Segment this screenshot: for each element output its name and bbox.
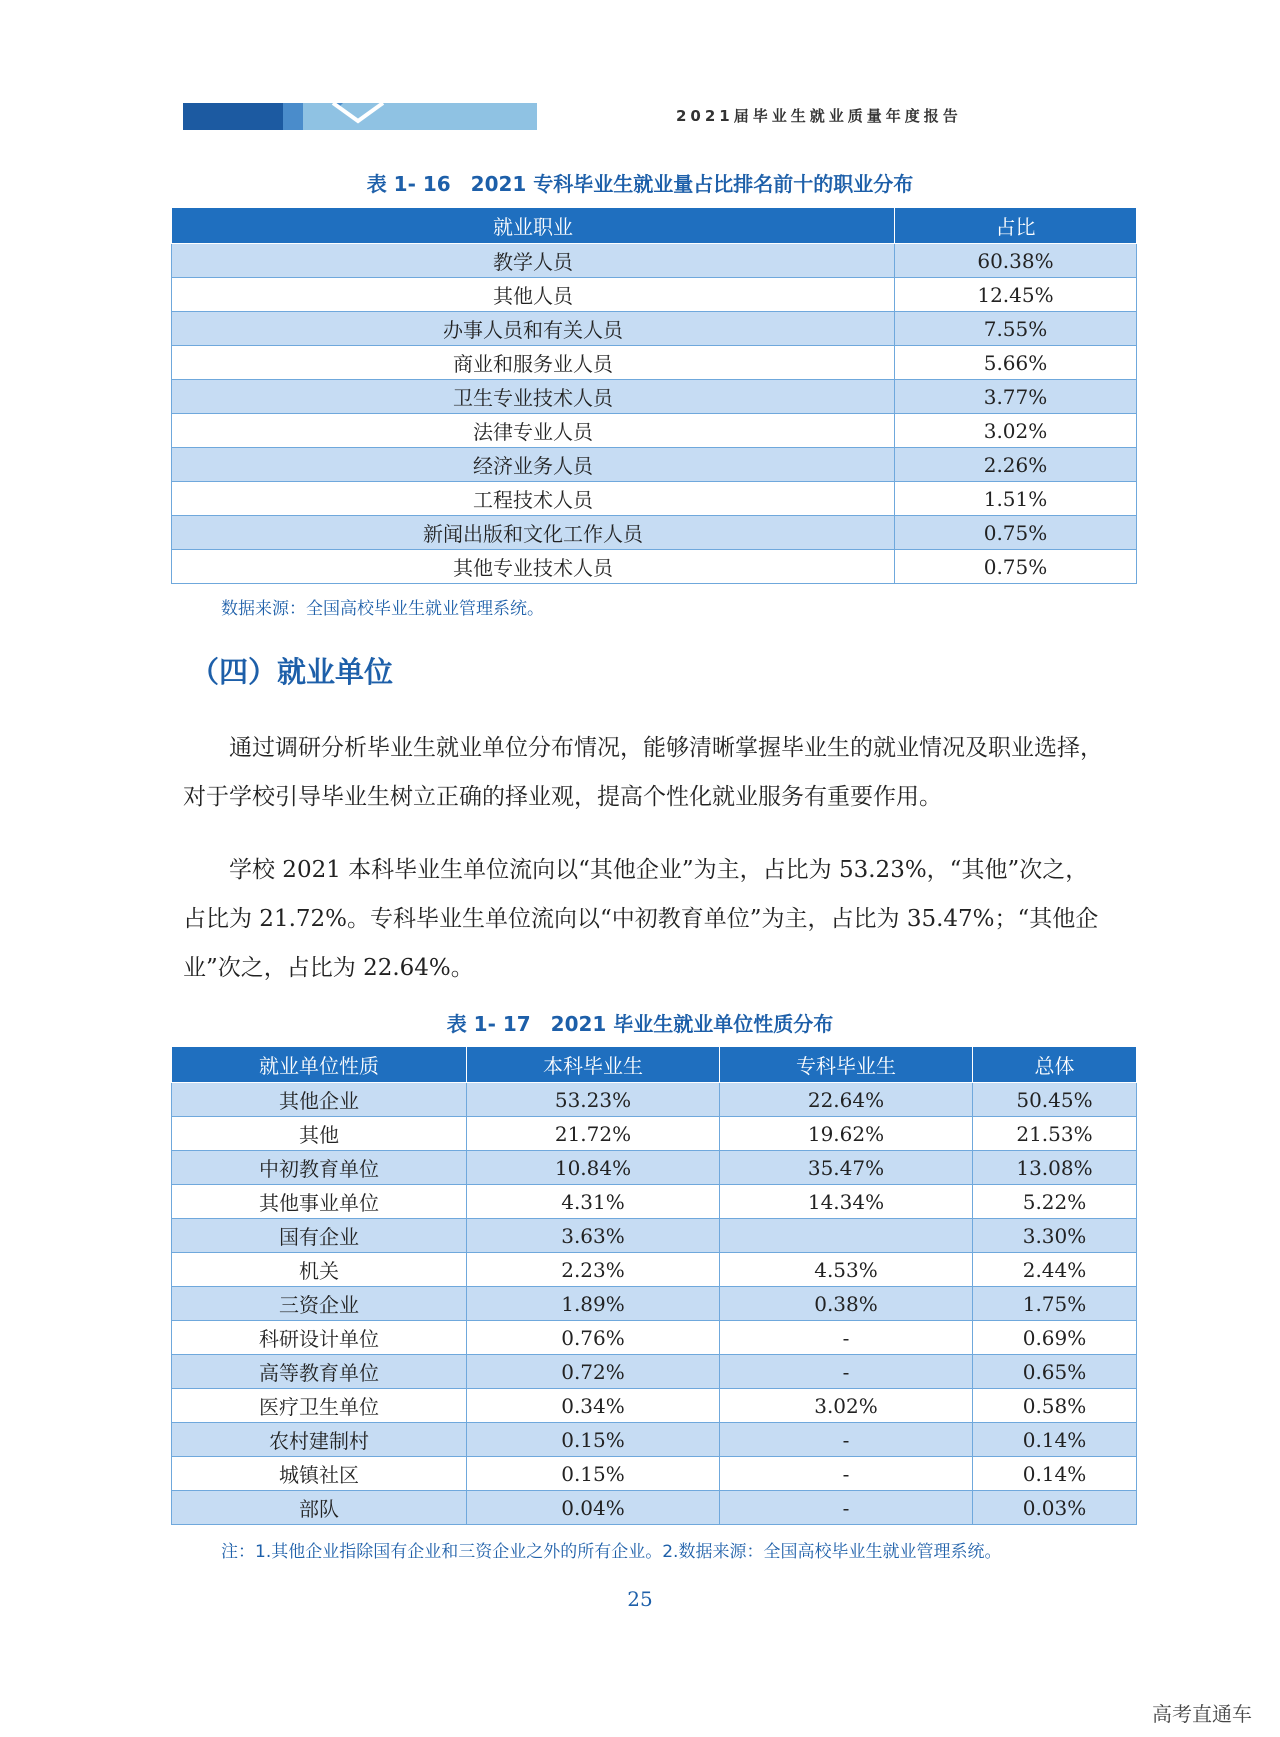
column-header-share: 占比 xyxy=(895,208,1137,244)
section-heading: （四）就业单位 xyxy=(190,655,394,689)
employer-type-table xyxy=(171,1046,1137,1525)
table-cell: 0.15% xyxy=(467,1423,720,1457)
table-cell: 0.04% xyxy=(467,1491,720,1525)
column-header-employer-type: 就业单位性质 xyxy=(172,1047,467,1083)
table-cell: 办事人员和有关人员 xyxy=(172,312,895,346)
header-banner xyxy=(183,103,537,130)
table-row xyxy=(172,482,1137,516)
table-row xyxy=(172,1253,1137,1287)
table-row xyxy=(172,244,1137,278)
table-cell: 35.47% xyxy=(720,1151,973,1185)
table-cell: 0.58% xyxy=(973,1389,1137,1423)
table2-caption: 表 1- 17 2021 毕业生就业单位性质分布 xyxy=(446,1012,834,1036)
table-cell: 工程技术人员 xyxy=(172,482,895,516)
table-cell: - xyxy=(720,1321,973,1355)
table-cell: 0.14% xyxy=(973,1457,1137,1491)
table-cell: 其他事业单位 xyxy=(172,1185,467,1219)
column-header-undergraduate: 本科毕业生 xyxy=(467,1047,720,1083)
table-cell: 三资企业 xyxy=(172,1287,467,1321)
table-cell: 1.89% xyxy=(467,1287,720,1321)
table-cell: 3.30% xyxy=(973,1219,1137,1253)
table-cell: 3.63% xyxy=(467,1219,720,1253)
table1-source-note: 数据来源：全国高校毕业生就业管理系统。 xyxy=(221,599,544,619)
table-cell: 13.08% xyxy=(973,1151,1137,1185)
column-header-occupation: 就业职业 xyxy=(172,208,895,244)
table-cell: 0.14% xyxy=(973,1423,1137,1457)
table-cell: 医疗卫生单位 xyxy=(172,1389,467,1423)
table-row xyxy=(172,278,1137,312)
column-header-overall: 总体 xyxy=(973,1047,1137,1083)
table-row xyxy=(172,414,1137,448)
table1-caption: 表 1- 16 2021 专科毕业生就业量占比排名前十的职业分布 xyxy=(366,172,914,196)
table-cell: 0.03% xyxy=(973,1491,1137,1525)
table-row xyxy=(172,1151,1137,1185)
table-cell: 10.84% xyxy=(467,1151,720,1185)
table-cell: 21.72% xyxy=(467,1117,720,1151)
table2-note: 注：1.其他企业指除国有企业和三资企业之外的所有企业。2.数据来源：全国高校毕业生就业管理系统。 xyxy=(221,1542,1002,1562)
table-cell: 19.62% xyxy=(720,1117,973,1151)
table-cell: 0.69% xyxy=(973,1321,1137,1355)
table-cell: 0.15% xyxy=(467,1457,720,1491)
table-cell: 5.22% xyxy=(973,1185,1137,1219)
table-cell: 法律专业人员 xyxy=(172,414,895,448)
table-cell: 53.23% xyxy=(467,1083,720,1117)
table-cell: - xyxy=(720,1491,973,1525)
table-row xyxy=(172,1457,1137,1491)
table-cell: 2.44% xyxy=(973,1253,1137,1287)
table-cell: 其他专业技术人员 xyxy=(172,550,895,584)
table-cell: 3.02% xyxy=(720,1389,973,1423)
table-cell: 14.34% xyxy=(720,1185,973,1219)
occupation-table xyxy=(171,207,1137,584)
table-cell: 4.53% xyxy=(720,1253,973,1287)
table-cell: 农村建制村 xyxy=(172,1423,467,1457)
table-cell: - xyxy=(720,1423,973,1457)
table-cell: 0.75% xyxy=(895,516,1137,550)
table-cell: 4.31% xyxy=(467,1185,720,1219)
table-cell: 其他企业 xyxy=(172,1083,467,1117)
table-cell: 3.02% xyxy=(895,414,1137,448)
table-cell: 21.53% xyxy=(973,1117,1137,1151)
table-cell: 部队 xyxy=(172,1491,467,1525)
report-title: 2021届毕业生就业质量年度报告 xyxy=(676,107,962,125)
table-cell: 7.55% xyxy=(895,312,1137,346)
table-row xyxy=(172,1219,1137,1253)
table-cell: 科研设计单位 xyxy=(172,1321,467,1355)
table-cell: 机关 xyxy=(172,1253,467,1287)
table-row xyxy=(172,516,1137,550)
table-cell: 12.45% xyxy=(895,278,1137,312)
watermark: 高考直通车 xyxy=(1152,1702,1252,1726)
table2-header-row xyxy=(172,1047,1137,1083)
table-cell: 商业和服务业人员 xyxy=(172,346,895,380)
table-row xyxy=(172,1083,1137,1117)
table-row xyxy=(172,1355,1137,1389)
table-cell: 0.72% xyxy=(467,1355,720,1389)
table-cell: 0.65% xyxy=(973,1355,1137,1389)
table-row xyxy=(172,1185,1137,1219)
table-cell: 高等教育单位 xyxy=(172,1355,467,1389)
table-cell: 其他人员 xyxy=(172,278,895,312)
table-cell: 1.75% xyxy=(973,1287,1137,1321)
table-cell: 1.51% xyxy=(895,482,1137,516)
table-row xyxy=(172,312,1137,346)
table-cell: 60.38% xyxy=(895,244,1137,278)
table-cell: 0.75% xyxy=(895,550,1137,584)
paragraph-intro: 通过调研分析毕业生就业单位分布情况，能够清晰掌握毕业生的就业情况及职业选择，对于学校引导毕业生树立正确的择业观，提高个性化就业服务有重要作用。 xyxy=(183,735,1103,810)
paragraph-summary: 学校 2021 本科毕业生单位流向以“其他企业”为主，占比为 53.23%，“其他”次之，占比为 21.72%。专科毕业生单位流向以“中初教育单位”为主，占比为 35.47%；“其他企业”次之，占比为 22.64%。 xyxy=(183,857,1099,981)
table-cell: 0.34% xyxy=(467,1389,720,1423)
table-cell: 2.23% xyxy=(467,1253,720,1287)
table-cell: 0.38% xyxy=(720,1287,973,1321)
table-row xyxy=(172,346,1137,380)
page-number: 25 xyxy=(627,1587,653,1611)
table-row xyxy=(172,448,1137,482)
table-row xyxy=(172,1423,1137,1457)
table-cell: 国有企业 xyxy=(172,1219,467,1253)
table-cell: 经济业务人员 xyxy=(172,448,895,482)
table-cell: - xyxy=(720,1355,973,1389)
table1-header-row xyxy=(172,208,1137,244)
table-cell: 卫生专业技术人员 xyxy=(172,380,895,414)
table-cell: 新闻出版和文化工作人员 xyxy=(172,516,895,550)
table-cell: 中初教育单位 xyxy=(172,1151,467,1185)
table-row xyxy=(172,550,1137,584)
table-cell: 22.64% xyxy=(720,1083,973,1117)
table-cell: 城镇社区 xyxy=(172,1457,467,1491)
table-cell: 50.45% xyxy=(973,1083,1137,1117)
table-cell: 0.76% xyxy=(467,1321,720,1355)
table-row xyxy=(172,1389,1137,1423)
table-row xyxy=(172,1117,1137,1151)
header-logo-shape xyxy=(303,103,463,130)
table-cell: 教学人员 xyxy=(172,244,895,278)
table-cell: 2.26% xyxy=(895,448,1137,482)
table-cell xyxy=(720,1219,973,1253)
column-header-junior-college: 专科毕业生 xyxy=(720,1047,973,1083)
table-cell: 3.77% xyxy=(895,380,1137,414)
table-cell: 5.66% xyxy=(895,346,1137,380)
table-cell: - xyxy=(720,1457,973,1491)
table-row xyxy=(172,1491,1137,1525)
table-row xyxy=(172,1287,1137,1321)
table-row xyxy=(172,380,1137,414)
table-row xyxy=(172,1321,1137,1355)
table-cell: 其他 xyxy=(172,1117,467,1151)
